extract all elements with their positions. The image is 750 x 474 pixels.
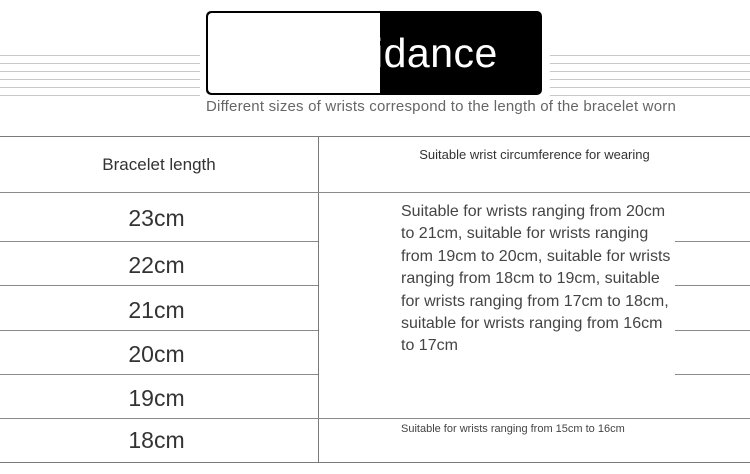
length-cell: 18cm bbox=[128, 427, 185, 453]
title-mask bbox=[208, 13, 380, 93]
length-cell: 21cm bbox=[128, 297, 185, 323]
column-header-wrist: Suitable wrist circumference for wearing bbox=[419, 146, 650, 162]
length-cell: 22cm bbox=[128, 252, 185, 278]
title-banner bbox=[206, 11, 542, 95]
length-cell: 23cm bbox=[128, 205, 185, 231]
decorative-lines-left bbox=[0, 55, 200, 97]
row-divider bbox=[0, 241, 318, 242]
row-divider bbox=[0, 418, 750, 419]
row-divider bbox=[0, 330, 318, 331]
page-title: idance bbox=[374, 30, 498, 76]
row-divider-right bbox=[675, 241, 750, 242]
column-header-length: Bracelet length bbox=[102, 155, 216, 174]
length-cell: 20cm bbox=[128, 341, 185, 367]
row-divider bbox=[0, 374, 318, 375]
column-divider bbox=[318, 137, 319, 462]
row-divider-right bbox=[675, 285, 750, 286]
page-subtitle: Different sizes of wrists correspond to the length of the bracelet worn bbox=[206, 98, 676, 115]
length-cell: 19cm bbox=[128, 385, 185, 411]
decorative-lines-right bbox=[550, 55, 750, 97]
row-divider bbox=[0, 192, 750, 193]
wrist-range-description: Suitable for wrists ranging from 20cm to 21cm, suitable for wrists ranging from 19cm to 20cm, suitable for wrists ranging from 18cm to 19cm, suitable for wrists ranging from 17cm to 18cm, suitable for wrists ranging from 16cm to 17cm bbox=[401, 201, 671, 358]
row-divider-right bbox=[675, 374, 750, 375]
row-divider bbox=[0, 285, 318, 286]
row-divider-right bbox=[675, 330, 750, 331]
wrist-range-last: Suitable for wrists ranging from 15cm to 16cm bbox=[401, 423, 625, 435]
